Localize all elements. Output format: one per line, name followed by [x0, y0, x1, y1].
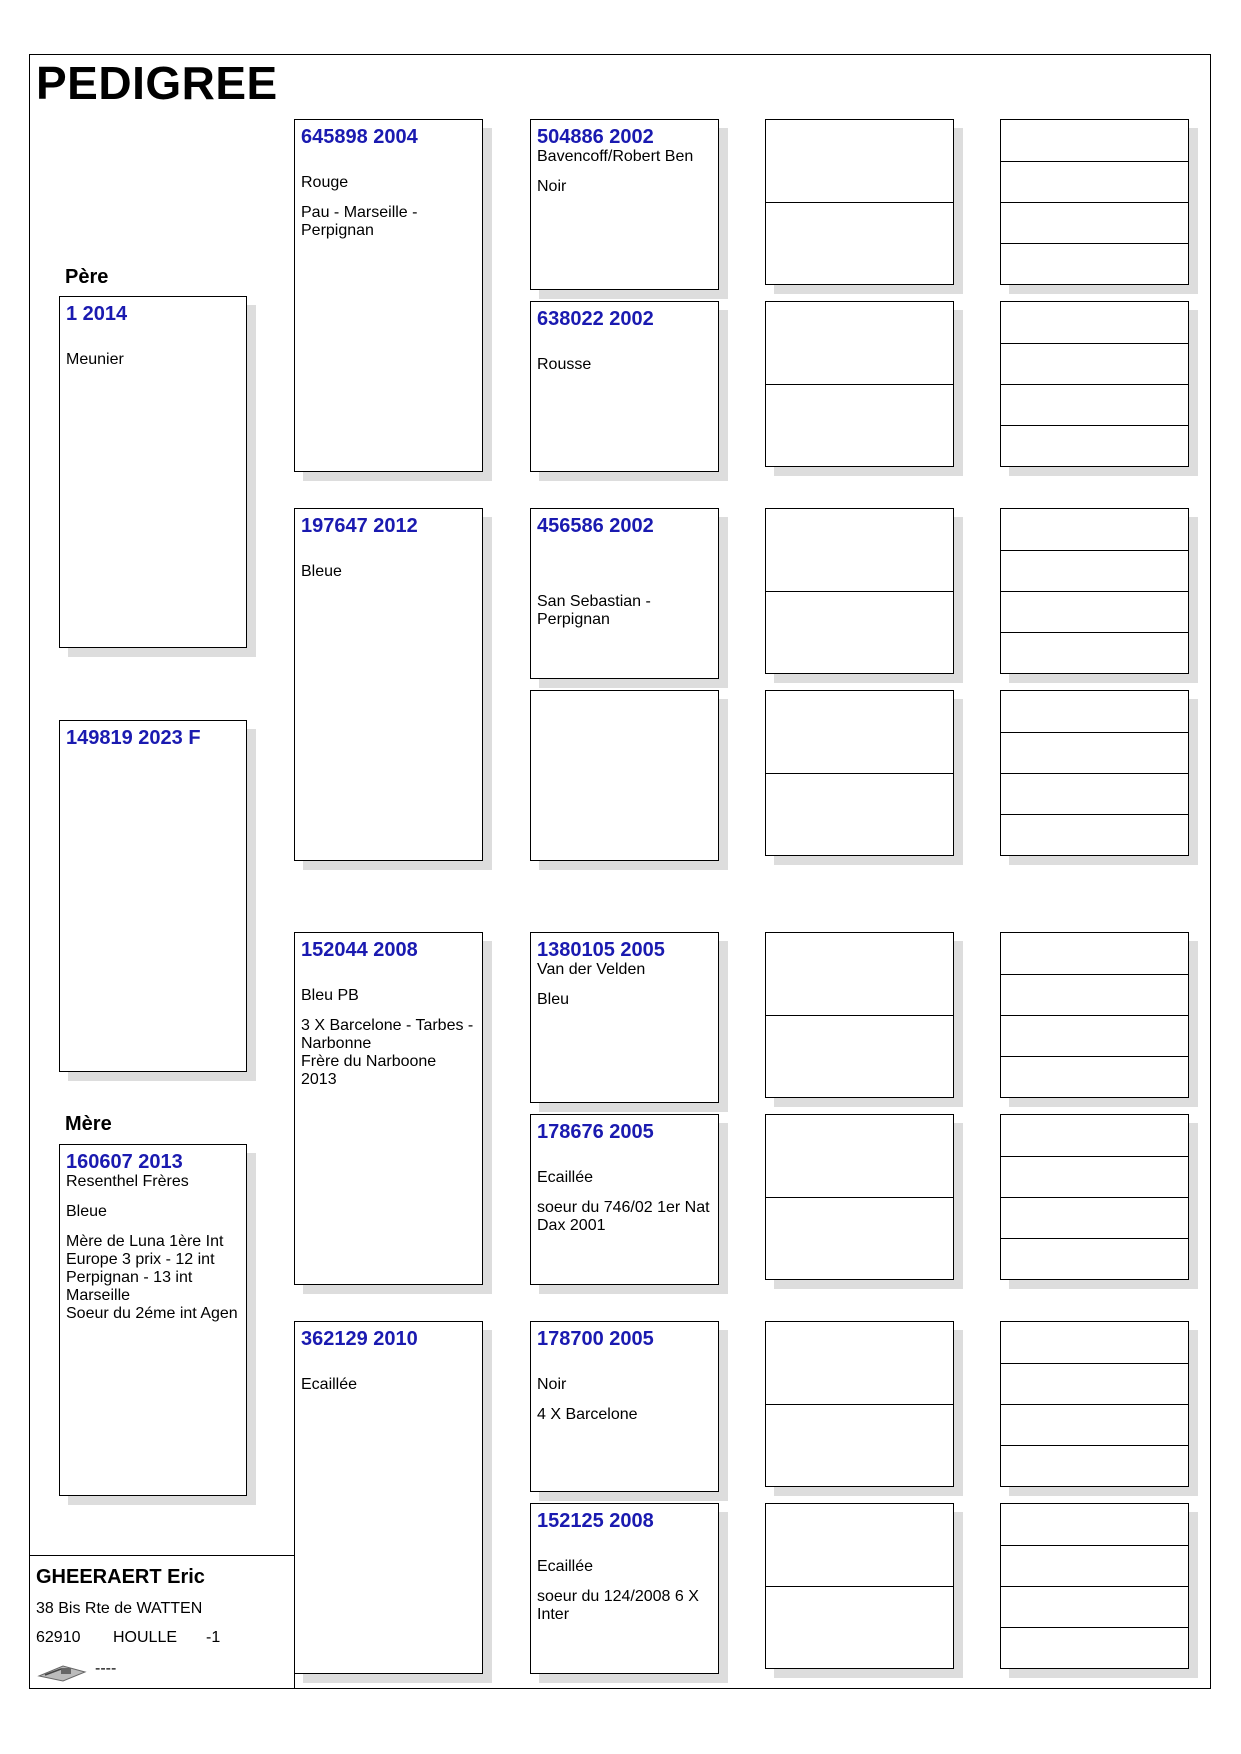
page-title: PEDIGREE: [36, 57, 278, 109]
owner-city: HOULLE: [113, 1629, 178, 1646]
gen3-breeder: Van der Velden: [537, 961, 646, 978]
gen3-color: Rousse: [537, 356, 592, 373]
gen3-ring: 152125 2008: [537, 1510, 654, 1532]
mother-color: Bleue: [66, 1203, 107, 1220]
owner-address: 38 Bis Rte de WATTEN: [36, 1600, 203, 1617]
gen2-color: Rouge: [301, 174, 349, 191]
gen3-color: Ecaillée: [537, 1169, 594, 1186]
mother-card[interactable]: [59, 1144, 247, 1496]
owner-postcode: 62910: [36, 1629, 81, 1646]
subject-ring: 149819 2023 F: [66, 727, 201, 749]
gen5-card[interactable]: [1000, 1114, 1189, 1280]
gen3-ring: 456586 2002: [537, 515, 654, 537]
gen3-ring: 504886 2002: [537, 126, 654, 148]
gen3-card-6[interactable]: [530, 1114, 719, 1285]
gen3-notes: San Sebastian - Perpignan: [537, 593, 651, 628]
gen3-card-8[interactable]: [530, 1503, 719, 1674]
gen2-ring: 362129 2010: [301, 1328, 418, 1350]
gen3-color: Bleu: [537, 991, 570, 1008]
father-label: Père: [65, 266, 109, 288]
gen5-card[interactable]: [1000, 1503, 1189, 1669]
mother-ring: 160607 2013: [66, 1151, 183, 1173]
gen3-card-3[interactable]: [530, 508, 719, 679]
gen5-card[interactable]: [1000, 508, 1189, 674]
gen2-notes: 3 X Barcelone - Tarbes - Narbonne Frère du Narboone 2013: [301, 1017, 474, 1088]
gen4-card[interactable]: [765, 1114, 954, 1280]
mother-notes: Mère de Luna 1ère Int Europe 3 prix - 12 int Perpignan - 13 int Marseille Soeur du 2éme int Agen: [66, 1233, 238, 1322]
gen3-card-5[interactable]: [530, 932, 719, 1103]
gen3-color: Ecaillée: [537, 1558, 594, 1575]
gen4-card[interactable]: [765, 1321, 954, 1487]
gen2-ring: 197647 2012: [301, 515, 418, 537]
gen5-card[interactable]: [1000, 1321, 1189, 1487]
gen3-notes: soeur du 124/2008 6 X Inter: [537, 1588, 699, 1623]
gen5-card[interactable]: [1000, 301, 1189, 467]
telephone-icon: [37, 1662, 87, 1682]
gen3-card-1[interactable]: [530, 119, 719, 290]
gen4-card[interactable]: [765, 301, 954, 467]
gen2-card-3[interactable]: [294, 932, 483, 1285]
gen3-color: Noir: [537, 1376, 567, 1393]
gen3-ring: 178700 2005: [537, 1328, 654, 1350]
gen2-notes: Pau - Marseille - Perpignan: [301, 204, 418, 239]
father-card[interactable]: [59, 296, 247, 648]
mother-breeder: Resenthel Frères: [66, 1173, 189, 1190]
father-color: Meunier: [66, 351, 124, 368]
gen3-card-7[interactable]: [530, 1321, 719, 1492]
owner-name: GHEERAERT Eric: [36, 1566, 205, 1588]
gen3-ring: 638022 2002: [537, 308, 654, 330]
gen5-card[interactable]: [1000, 690, 1189, 856]
gen3-notes: 4 X Barcelone: [537, 1406, 638, 1423]
gen2-card-4[interactable]: [294, 1321, 483, 1674]
gen2-ring: 645898 2004: [301, 126, 418, 148]
gen2-ring: 152044 2008: [301, 939, 418, 961]
owner-code: -1: [206, 1629, 221, 1646]
gen4-card[interactable]: [765, 1503, 954, 1669]
gen2-color: Ecaillée: [301, 1376, 358, 1393]
gen5-card[interactable]: [1000, 932, 1189, 1098]
gen3-breeder: Bavencoff/Robert Ben: [537, 148, 694, 165]
gen4-card[interactable]: [765, 508, 954, 674]
gen3-ring: 178676 2005: [537, 1121, 654, 1143]
gen4-card[interactable]: [765, 690, 954, 856]
father-ring: 1 2014: [66, 303, 128, 325]
gen2-color: Bleu PB: [301, 987, 359, 1004]
gen3-card-2[interactable]: [530, 301, 719, 472]
gen4-card[interactable]: [765, 119, 954, 285]
gen3-ring: 1380105 2005: [537, 939, 665, 961]
gen5-card[interactable]: [1000, 119, 1189, 285]
gen2-card-1[interactable]: [294, 119, 483, 472]
owner-phone: ----: [95, 1660, 117, 1677]
gen4-card[interactable]: [765, 932, 954, 1098]
mother-label: Mère: [65, 1113, 112, 1135]
gen2-card-2[interactable]: [294, 508, 483, 861]
gen3-card-4[interactable]: [530, 690, 719, 861]
gen2-color: Bleue: [301, 563, 342, 580]
subject-card[interactable]: [59, 720, 247, 1072]
gen3-color: Noir: [537, 178, 567, 195]
gen3-notes: soeur du 746/02 1er Nat Dax 2001: [537, 1199, 710, 1234]
owner-block: [29, 1555, 295, 1689]
